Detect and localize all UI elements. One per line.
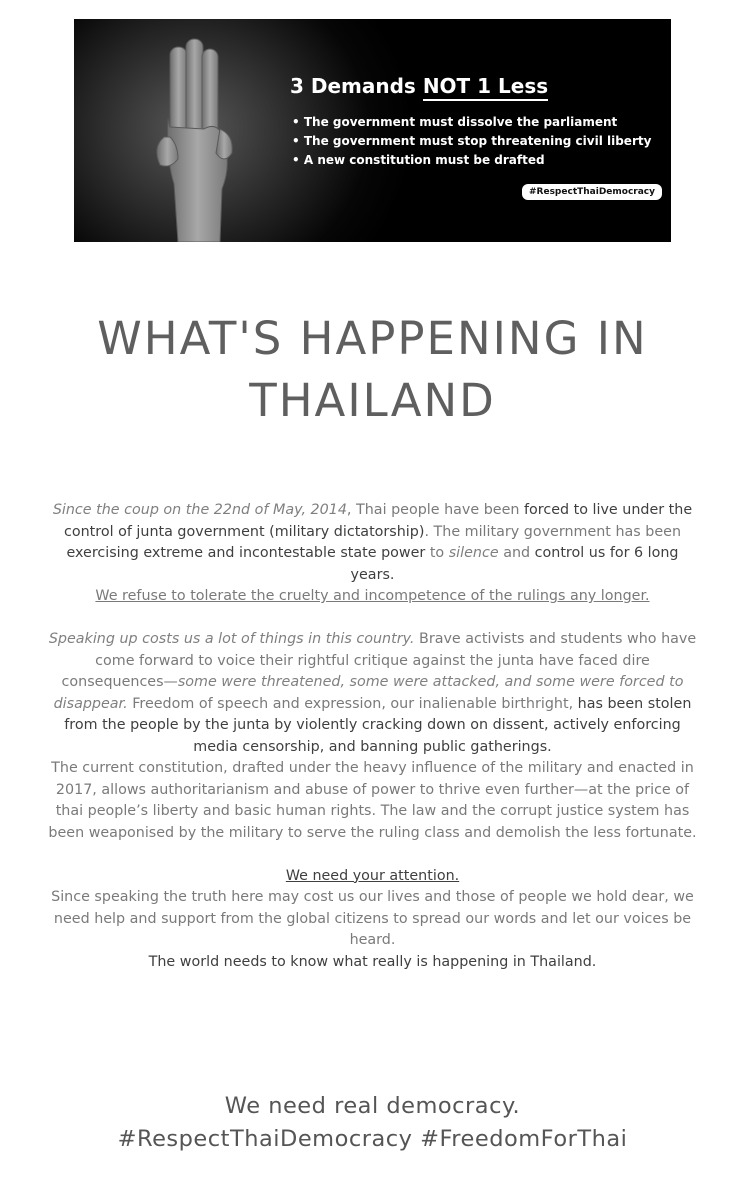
text-span-emphasis: forced to live under the control of junta government (military dictatorship) (63, 502, 693, 540)
paragraph-speaking-up (46, 629, 699, 758)
demands-banner (74, 19, 671, 242)
page-title: WHAT'S HAPPENING IN THAILAND (97, 312, 648, 427)
text-span-emphasis: control us for 6 long years. (350, 545, 679, 583)
text-span-underlined: We need your attention. (285, 867, 460, 884)
banner-title (290, 74, 548, 98)
banner-hashtag-badge: #RespectThaiDemocracy (522, 184, 662, 200)
text-span: Speaking up costs us a lot of things in this country. (48, 631, 415, 647)
paragraph-constitution: The current constitution, drafted under the heavy influence of the military and enacted in 2017, allows authoritarianism and abuse of power to thrive even further—at the price of thai people’s liberty and basic human rights. The law and the corrupt justice system has been weaponised by the military to serve the ruling class and demolish the less fortunate. (48, 760, 697, 841)
demand-item: • The government must dissolve the parliament (292, 113, 651, 132)
demands-list (292, 113, 651, 170)
paragraph-world: The world needs to know what really is happening in Thailand. (148, 953, 597, 970)
text-span: Brave activists and students who have come forward to voice their rightful critique against the junta have faced dire consequences— (61, 631, 697, 690)
attention-heading (46, 866, 699, 888)
text-span: and (498, 545, 535, 561)
text-span-emphasis: has been stolen from the people by the junta by violently cracking down on dissent, actively enforcing media censorship, and banning public gatherings. (64, 695, 692, 755)
text-span: silence (448, 545, 499, 561)
paragraph-refuse (46, 586, 699, 608)
demand-item: • A new constitution must be drafted (292, 151, 651, 170)
text-span: some were threatened, some were attacked, and some were forced to disappear. (53, 674, 684, 712)
text-span-emphasis: exercising extreme and incontestable state power (66, 545, 426, 561)
closing-line: We need real democracy. (224, 1093, 521, 1119)
banner-title-emphasis: NOT 1 Less (423, 74, 548, 101)
paragraph-attention: Since speaking the truth here may cost us our lives and those of people we hold dear, we need help and support from the global citizens to spread our words and let our voices be heard. (51, 889, 694, 948)
text-span-underlined: We refuse to tolerate the cruelty and incompetence of the rulings any longer. (95, 588, 650, 604)
closing-hashtags: #RespectThaiDemocracy #FreedomForThai (117, 1126, 628, 1152)
banner-title-prefix: 3 Demands (290, 74, 423, 98)
paragraph-coup (46, 500, 699, 586)
text-span: Since the coup on the 22nd of May, 2014 (52, 502, 347, 518)
closing-statement (0, 1090, 745, 1156)
demand-item: • The government must stop threatening civil liberty (292, 132, 651, 151)
text-span: . The military government has been (424, 523, 681, 540)
article-body (46, 500, 699, 973)
text-span: to (425, 545, 449, 561)
three-finger-salute-hand-icon (74, 19, 274, 242)
text-span: , Thai people have been (346, 502, 524, 518)
text-span: Freedom of speech and expression, our inalienable birthright, (127, 695, 578, 712)
